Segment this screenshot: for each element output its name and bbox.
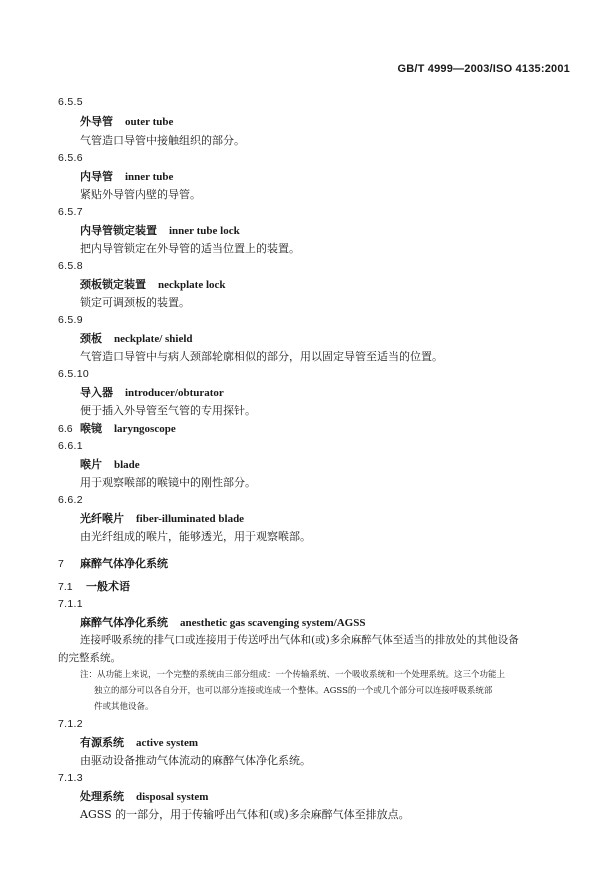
term-cn: 光纤喉片	[80, 512, 124, 525]
clause-number: 6.5.9	[58, 314, 83, 326]
clause-number: 6.5.6	[58, 152, 83, 164]
term-heading	[80, 736, 198, 750]
section-number: 7	[58, 558, 64, 570]
clause-number: 7.1.1	[58, 598, 83, 610]
term-cn: 处理系统	[80, 790, 124, 803]
term-heading	[80, 512, 244, 526]
definition: 便于插入外导管至气管的专用探针。	[80, 404, 256, 417]
page-header: GB/T 4999—2003/ISO 4135:2001	[397, 63, 570, 75]
section-heading	[58, 580, 130, 594]
definition: 由光纤组成的喉片，能够透光，用于观察喉部。	[80, 530, 311, 543]
term-en: fiber-illuminated blade	[136, 513, 245, 525]
term-heading	[80, 616, 365, 630]
term-heading	[80, 224, 240, 238]
definition: 用于观察喉部的喉镜中的刚性部分。	[80, 476, 256, 489]
note-line: 件或其他设备。	[94, 702, 154, 712]
term-en: disposal system	[136, 791, 209, 803]
term-cn: 颈板	[80, 332, 102, 345]
term-cn: 外导管	[80, 115, 113, 128]
definition: 把内导管锁定在外导管的适当位置上的装置。	[80, 242, 300, 255]
section-title: 麻醉气体净化系统	[80, 557, 168, 570]
term-en: active system	[136, 737, 199, 749]
term-heading	[80, 790, 208, 804]
section-number: 6.6	[58, 423, 73, 435]
term-cn: 颈板锁定装置	[80, 278, 146, 291]
term-en: inner tube	[125, 171, 174, 183]
section-number: 7.1	[58, 581, 73, 593]
section-title-cn: 喉镜	[80, 422, 102, 435]
term-heading	[80, 386, 224, 400]
section-title-en: laryngoscope	[114, 423, 176, 435]
term-en: anesthetic gas scavenging system/AGSS	[180, 617, 366, 629]
note-line: 独立的部分可以各自分开，也可以部分连接或连成一个整体。AGSS的一个或几个部分可以连接呼吸系统部	[94, 686, 493, 696]
term-heading	[80, 170, 173, 184]
clause-number: 6.5.7	[58, 206, 83, 218]
term-cn: 内导管	[80, 170, 113, 183]
term-heading	[80, 278, 226, 292]
term-en: neckplate/ shield	[114, 333, 193, 345]
section-heading	[58, 422, 176, 436]
term-cn: 麻醉气体净化系统	[80, 616, 168, 629]
term-cn: 导入器	[80, 386, 113, 399]
term-en: neckplate lock	[158, 279, 226, 291]
term-en: blade	[114, 459, 140, 471]
term-heading	[80, 115, 173, 129]
clause-number: 7.1.2	[58, 718, 83, 730]
clause-number: 6.5.8	[58, 260, 83, 272]
section-title: 一般术语	[86, 580, 130, 593]
term-en: introducer/obturator	[125, 387, 224, 399]
definition: 气管造口导管中与病人颈部轮廓相似的部分，用以固定导管至适当的位置。	[80, 350, 443, 363]
definition: 锁定可调颈板的装置。	[80, 296, 190, 309]
clause-number: 6.6.1	[58, 440, 83, 452]
section-heading	[58, 557, 168, 571]
note-line: 注：从功能上来说，一个完整的系统由三部分组成：一个传输系统、一个吸收系统和一个处理系统。这三个功能上	[80, 670, 506, 680]
term-en: outer tube	[125, 116, 174, 128]
term-cn: 喉片	[80, 458, 102, 471]
term-en: inner tube lock	[169, 225, 240, 237]
term-cn: 有源系统	[80, 736, 124, 749]
clause-number: 7.1.3	[58, 772, 83, 784]
definition-line: 连接呼吸系统的排气口或连接用于传送呼出气体和(或)多余麻醉气体至适当的排放处的其他设备	[80, 634, 519, 646]
definition-line: 的完整系统。	[58, 652, 121, 664]
definition: 紧贴外导管内壁的导管。	[80, 188, 201, 201]
clause-number: 6.5.5	[58, 96, 83, 108]
definition: 由驱动设备推动气体流动的麻醉气体净化系统。	[80, 754, 311, 767]
term-heading	[80, 458, 140, 472]
clause-number: 6.6.2	[58, 494, 83, 506]
term-heading	[80, 332, 193, 346]
term-cn: 内导管锁定装置	[80, 224, 157, 237]
definition: AGSS 的一部分，用于传输呼出气体和(或)多余麻醉气体至排放点。	[80, 808, 410, 821]
definition: 气管造口导管中接触组织的部分。	[80, 134, 245, 147]
clause-number: 6.5.10	[58, 368, 89, 380]
